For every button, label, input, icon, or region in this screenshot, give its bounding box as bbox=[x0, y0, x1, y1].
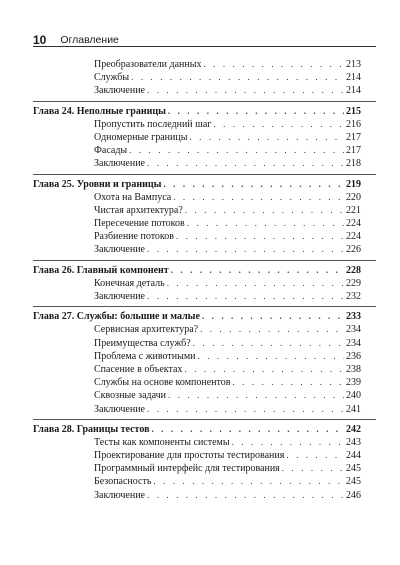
toc-entry bbox=[94, 350, 361, 363]
toc-entry-title: Пересечение потоков bbox=[94, 218, 185, 230]
toc-entry-title: Заключение bbox=[94, 244, 145, 256]
toc-entry-page-number: 238 bbox=[346, 363, 361, 375]
dot-leader bbox=[147, 489, 344, 502]
toc-entry-title: Фасады bbox=[94, 145, 128, 157]
toc-entry bbox=[94, 489, 361, 502]
chapter-heading-title: Глава 26. Главный компонент bbox=[33, 264, 169, 276]
dot-leader bbox=[147, 157, 344, 170]
toc-entry-title: Службы на основе компонентов bbox=[94, 377, 231, 389]
toc-entry-page-number: 243 bbox=[346, 436, 361, 448]
dot-leader bbox=[198, 350, 344, 363]
chapter-heading bbox=[33, 178, 361, 191]
toc-entry bbox=[94, 277, 361, 290]
dot-leader bbox=[168, 105, 344, 118]
toc-entry-page-number: 240 bbox=[346, 390, 361, 402]
toc-entry-page-number: 220 bbox=[346, 191, 361, 203]
chapter-heading-page-number: 219 bbox=[346, 178, 361, 190]
toc-entry-title: Конечная деталь bbox=[94, 277, 165, 289]
toc-entry-page-number: 245 bbox=[346, 463, 361, 475]
chapter-separator bbox=[33, 419, 376, 420]
toc-entry-title: Заключение bbox=[94, 489, 145, 501]
chapter-block bbox=[0, 264, 400, 304]
toc-entry bbox=[94, 475, 361, 488]
toc-entry-title: Пропустить последний шаг bbox=[94, 118, 212, 130]
toc-entry bbox=[94, 449, 361, 462]
toc-entry-title: Преобразователи данных bbox=[94, 59, 202, 70]
dot-leader bbox=[147, 403, 344, 416]
toc-entry-page-number: 232 bbox=[346, 291, 361, 302]
chapter-heading-page-number: 242 bbox=[346, 423, 361, 435]
toc-entry bbox=[94, 157, 361, 170]
dot-leader bbox=[189, 131, 344, 144]
dot-leader bbox=[151, 423, 344, 436]
toc-entry bbox=[94, 243, 361, 256]
toc-entry-title: Проектирование для простоты тестирования bbox=[94, 450, 285, 462]
toc-entry bbox=[94, 389, 361, 402]
toc-entry-title: Проблема с животными bbox=[94, 350, 196, 362]
toc-entry bbox=[94, 58, 361, 71]
toc-entry-page-number: 214 bbox=[346, 72, 361, 84]
dot-leader bbox=[286, 449, 344, 462]
toc-entry-title: Сквозные задачи bbox=[94, 390, 167, 402]
toc-entry-title: Сервисная архитектура? bbox=[94, 324, 199, 336]
dot-leader bbox=[153, 475, 344, 488]
chapter-heading bbox=[33, 423, 361, 436]
dot-leader bbox=[163, 178, 344, 191]
toc-entry-page-number: 229 bbox=[346, 277, 361, 289]
toc-entry-page-number: 214 bbox=[346, 85, 361, 97]
toc-entry-title: Спасение в объектах bbox=[94, 363, 183, 375]
chapter-heading-title: Глава 27. Службы: большие и малые bbox=[33, 311, 200, 323]
toc-entry-title: Преимущества служб? bbox=[94, 337, 191, 349]
toc-entry bbox=[94, 230, 361, 243]
chapter-heading-page-number: 233 bbox=[346, 311, 361, 323]
toc-entry-page-number: 224 bbox=[346, 218, 361, 230]
toc-entry-page-number: 217 bbox=[346, 131, 361, 143]
toc-entry-title: Заключение bbox=[94, 403, 145, 415]
toc-entry bbox=[94, 84, 361, 97]
dot-leader bbox=[213, 118, 344, 131]
toc-entry bbox=[94, 323, 361, 336]
toc-entry-page-number: 217 bbox=[346, 145, 361, 157]
toc-entry-page-number: 216 bbox=[346, 118, 361, 130]
dot-leader bbox=[147, 84, 344, 97]
chapter-heading-page-number: 228 bbox=[346, 264, 361, 276]
toc-entry-title: Тесты как компоненты системы bbox=[94, 436, 230, 448]
dot-leader bbox=[131, 71, 344, 84]
dot-leader bbox=[129, 144, 344, 157]
dot-leader bbox=[168, 389, 344, 402]
dot-leader bbox=[173, 191, 344, 204]
dot-leader bbox=[200, 323, 344, 336]
toc-entry bbox=[94, 191, 361, 204]
chapter-heading bbox=[33, 264, 361, 277]
toc-entry-page-number: 244 bbox=[346, 450, 361, 462]
toc-entry-page-number: 224 bbox=[346, 231, 361, 243]
dot-leader bbox=[202, 310, 344, 323]
dot-leader bbox=[232, 376, 344, 389]
chapter-block bbox=[0, 310, 400, 416]
toc-entry-page-number: 234 bbox=[346, 337, 361, 349]
toc-entry-page-number: 226 bbox=[346, 244, 361, 256]
toc-entry bbox=[94, 363, 361, 376]
toc-entry-title: Службы bbox=[94, 72, 130, 84]
chapter-block bbox=[0, 423, 400, 502]
dot-leader bbox=[193, 337, 344, 350]
toc-entry bbox=[94, 376, 361, 389]
chapter-heading-title: Глава 25. Уровни и границы bbox=[33, 178, 162, 190]
dot-leader bbox=[232, 436, 344, 449]
dot-leader bbox=[147, 290, 344, 303]
running-title: Оглавление bbox=[60, 34, 119, 46]
dot-leader bbox=[184, 363, 344, 376]
dot-leader bbox=[187, 217, 344, 230]
chapter-separator bbox=[33, 101, 376, 102]
toc-entry-title: Разбиение потоков bbox=[94, 231, 174, 243]
toc-entry-title: Заключение bbox=[94, 291, 145, 302]
page-header bbox=[33, 30, 376, 46]
toc-entry-page-number: 221 bbox=[346, 204, 361, 216]
chapter-separator bbox=[33, 306, 376, 307]
dot-leader bbox=[203, 58, 344, 71]
chapter-block bbox=[0, 105, 400, 171]
toc-entry bbox=[94, 131, 361, 144]
toc-entry-page-number: 218 bbox=[346, 158, 361, 170]
chapter-block bbox=[0, 178, 400, 257]
toc-entry-page-number: 213 bbox=[346, 59, 361, 70]
toc-entry-page-number: 236 bbox=[346, 350, 361, 362]
toc-entry-page-number: 245 bbox=[346, 476, 361, 488]
toc-entry bbox=[94, 118, 361, 131]
toc-entry-page-number: 241 bbox=[346, 403, 361, 415]
toc-entry-page-number: 239 bbox=[346, 377, 361, 389]
dot-leader bbox=[147, 243, 344, 256]
chapter-separator bbox=[33, 174, 376, 175]
toc-entry-page-number: 246 bbox=[346, 489, 361, 501]
toc-entry bbox=[94, 337, 361, 350]
table-of-contents bbox=[0, 58, 400, 502]
toc-entry bbox=[94, 204, 361, 217]
toc-entry-title: Охота на Вампуса bbox=[94, 191, 172, 203]
dot-leader bbox=[185, 204, 344, 217]
toc-entry-title: Программный интерфейс для тестирования bbox=[94, 463, 280, 475]
toc-entry-title: Заключение bbox=[94, 158, 145, 170]
toc-entry-page-number: 234 bbox=[346, 324, 361, 336]
dot-leader bbox=[171, 264, 344, 277]
toc-entry-title: Чистая архитектура? bbox=[94, 204, 183, 216]
dot-leader bbox=[176, 230, 344, 243]
toc-entry-title: Безопасность bbox=[94, 476, 152, 488]
chapter-heading bbox=[33, 105, 361, 118]
toc-entry bbox=[94, 144, 361, 157]
chapter-heading-title: Глава 28. Границы тестов bbox=[33, 423, 150, 435]
toc-entry-title: Заключение bbox=[94, 85, 145, 97]
toc-entry bbox=[94, 462, 361, 475]
chapter-heading-title: Глава 24. Неполные границы bbox=[33, 105, 166, 117]
dot-leader bbox=[282, 462, 344, 475]
dot-leader bbox=[167, 277, 344, 290]
toc-entry bbox=[94, 403, 361, 416]
toc-entry bbox=[94, 436, 361, 449]
chapter-separator bbox=[33, 260, 376, 261]
chapter-heading bbox=[33, 310, 361, 323]
toc-entry bbox=[94, 290, 361, 303]
chapter-heading-page-number: 215 bbox=[346, 105, 361, 117]
header-rule bbox=[33, 46, 376, 47]
toc-entry bbox=[94, 71, 361, 84]
page-number: 10 bbox=[33, 33, 47, 47]
toc-entry bbox=[94, 217, 361, 230]
toc-entry-title: Одномерные границы bbox=[94, 131, 188, 143]
